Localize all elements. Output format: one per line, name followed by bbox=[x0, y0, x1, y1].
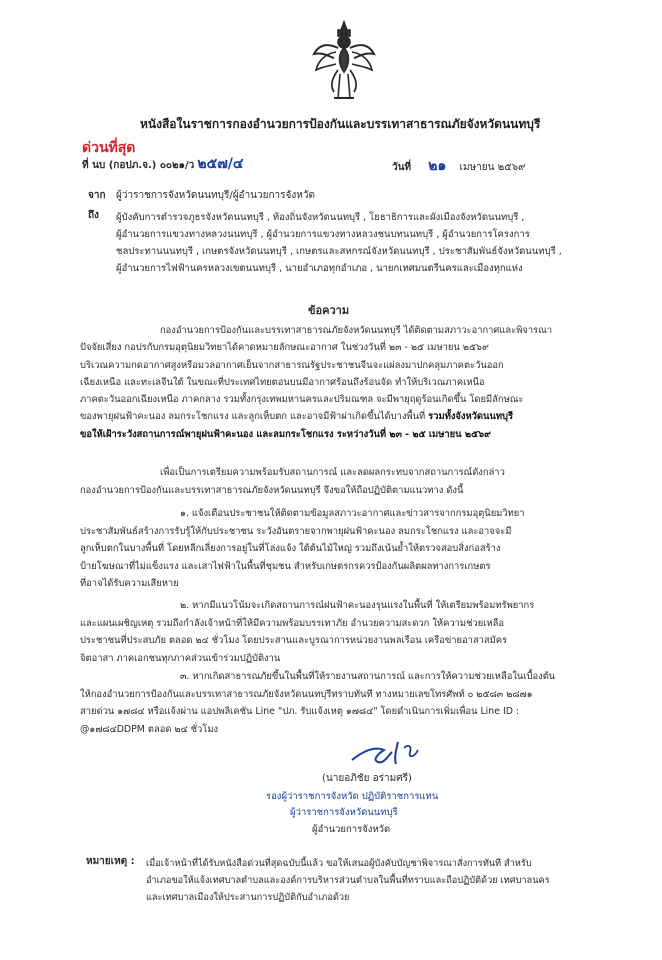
paragraph-line: ๒. หากมีแนวโน้มจะเกิดสถานการณ์ฝนฟ้าคะนองรุนแรงในพื้นที่ ให้เตรียมพร้อมทรัพยากร bbox=[180, 600, 535, 611]
to-line: ผู้อำนวยการไฟฟ้านครหลวงเขตนนทบุรี , นายอำเภอทุกอำเภอ , นายกเทศมนตรีนครและเมืองทุกแห่ง bbox=[116, 263, 523, 274]
date-month-year: เมษายน ๒๕๖๙ bbox=[459, 162, 526, 173]
guideline-item-2 bbox=[80, 597, 534, 667]
date-line bbox=[392, 160, 525, 174]
paragraph-line: กองอำนวยการป้องกันและบรรเทาสาธารณภัยจังหวัดนนทบุรี จึงขอให้ถือปฏิบัติตามแนวทาง ดังนี้ bbox=[80, 484, 464, 496]
from-text: ผู้ว่าราชการจังหวัดนนทบุรี/ผู้อำนวยการจังหวัด bbox=[116, 190, 315, 201]
note-label: หมายเหตุ : bbox=[86, 856, 135, 867]
paragraph-line: เฉียงเหนือ และทะเลจีนใต้ ในขณะที่ประเทศไทยตอนบนมีอากาศร้อนถึงร้อนจัด ทำให้บริเวณภาคเหนือ bbox=[80, 376, 485, 388]
garuda-emblem-icon bbox=[312, 18, 376, 104]
paragraph-line: ให้กองอำนวยการป้องกันและบรรเทาสาธารณภัยจังหวัดนนทบุรีทราบทันที ทางหมายเลขโทรศัพท์ ๐ ๒๕๘๓ ๒๘๗๑ bbox=[80, 688, 533, 700]
note-text bbox=[146, 855, 550, 906]
to-recipients bbox=[116, 209, 562, 277]
note-line: และเทศบาลเมืองให้ประสานการปฏิบัติกับอำเภอด้วย bbox=[146, 892, 350, 903]
paragraph-line: ประชาชนที่ประสบภัย ตลอด ๒๔ ชั่วโมง โดยประสานและบูรณาการหน่วยงานพลเรือน เครือข่ายอาสาสมัคร bbox=[80, 635, 508, 646]
signatory-position-1: รองผู้ว่าราชการจังหวัด ปฏิบัติราชการแทน bbox=[266, 791, 439, 802]
paragraph-situation bbox=[80, 322, 552, 443]
paragraph-line: ๑. แจ้งเตือนประชาชนให้ติดตามข้อมูลสภาวะอากาศและข่าวสารจากกรมอุตุนิยมวิทยา bbox=[180, 508, 525, 519]
document-title: หนังสือในราชการกองอำนวยการป้องกันและบรรเทาสาธารณภัยจังหวัดนนทบุรี bbox=[140, 117, 541, 131]
paragraph-line: ประชาสัมพันธ์สร้างการรับรู้ให้กับประชาชน ระวังอันตรายจากพายุฝนฟ้าคะนอง ลมกระโชกแรง และอาจจะมี bbox=[80, 525, 512, 537]
guideline-item-3 bbox=[80, 668, 555, 738]
date-day-handwritten: ๒๑ bbox=[428, 158, 447, 174]
to-line: ชลประทานนนทบุรี , เกษตรจังหวัดนนทบุรี , เกษตรและสหกรณ์จังหวัดนนทบุรี , ประชาสัมพันธ์จังหวัดนนทบุรี , bbox=[116, 246, 562, 257]
paragraph-line: เพื่อเป็นการเตรียมความพร้อมรับสถานการณ์ และลดผลกระทบจากสถานการณ์ดังกล่าว bbox=[160, 467, 505, 478]
paragraph-preparation bbox=[80, 464, 505, 499]
to-label: ถึง bbox=[88, 210, 99, 221]
paragraph-line: บริเวณความกดอากาศสูงหรือมวลอากาศเย็นจากสาธารณรัฐประชาชนจีนจะแผ่ลงมาปกคลุมภาคตะวันออก bbox=[80, 359, 504, 371]
bold-warning-line: ขอให้เฝ้าระวังสถานการณ์พายุฝนฟ้าคะนอง และลมกระโชกแรง ระหว่างวันที่ ๒๓ - ๒๕ เมษายน ๒๕๖๙ bbox=[80, 428, 491, 440]
urgency-label: ด่วนที่สุด bbox=[82, 140, 136, 156]
paragraph-line: กองอำนวยการป้องกันและบรรเทาสาธารณภัยจังหวัดนนทบุรี ได้ติดตามสภาวะอากาศและพิจารณา bbox=[160, 325, 553, 336]
paragraph-line: สายด่วน ๑๗๘๔ หรือแจ้งผ่าน แอปพลิเคชัน Line "ปภ. รับแจ้งเหตุ ๑๗๘๔" โดยดำเนินการเพิ่มเพื่อน Line ID : bbox=[80, 706, 520, 717]
guideline-item-1 bbox=[80, 505, 525, 593]
signatory-position-2: ผู้ว่าราชการจังหวัดนนทบุรี bbox=[290, 807, 398, 818]
paragraph-line: ภาคตะวันออกเฉียงเหนือ ภาคกลาง รวมทั้งกรุงเทพมหานครและปริมณฑล จะมีพายุฤดูร้อนเกิดขึ้น โดยมีลักษณะ bbox=[80, 394, 524, 406]
paragraph-line: @๑๗๘๔DDPM ตลอด ๒๔ ชั่วโมง bbox=[80, 723, 219, 735]
note-line: อำเภอขอให้แจ้งเทศบาลตำบลและองค์การบริหารส่วนตำบลในพื้นที่ทราบและถือปฏิบัติด้วย เทศบาลนคร bbox=[146, 875, 550, 886]
to-line: ผู้บังคับการตำรวจภูธรจังหวัดนนทบุรี , ท้องถิ่นจังหวัดนนทบุรี , โยธาธิการและผังเมืองจังหวัดนนทบุรี , bbox=[116, 212, 525, 223]
paragraph-line: ของพายุฝนฟ้าคะนอง ลมกระโชกแรง และลูกเห็บตก และอาจมีฟ้าผ่าเกิดขึ้นได้บางพื้นที่ bbox=[80, 411, 426, 423]
paragraph-line: และแผนเผชิญเหตุ รวมถึงกำลังเจ้าหน้าที่ให้มีความพร้อมบรรเทาภัย อำนวยความสะดวก ให้ความช่วยเหลือ bbox=[80, 617, 504, 629]
ref-number-handwritten: ๒๕๗/๔ bbox=[197, 156, 244, 172]
note-line: เมื่อเจ้าหน้าที่ได้รับหนังสือด่วนที่สุดฉบับนี้แล้ว ขอให้เสนอผู้บังคับบัญชาพิจารณาสั่งการทันที สำหรับ bbox=[146, 858, 532, 869]
ref-prefix: ที่ นบ (กอปภ.จ.) ๐๐๒๑/ว bbox=[82, 160, 195, 171]
paragraph-line: ๓. หากเกิดสาธารณภัยขึ้นในพื้นที่ให้รายงานสถานการณ์ และการให้ความช่วยเหลือในเบื้องต้น bbox=[180, 671, 556, 682]
paragraph-line: จิตอาสา ภาคเอกชนทุกภาคส่วนเข้าร่วมปฏิบัติงาน bbox=[80, 652, 281, 664]
signatory-name: (นายอภิชัย อร่ามศรี) bbox=[322, 773, 412, 784]
date-label: วันที่ bbox=[392, 162, 412, 173]
reference-number-label bbox=[82, 158, 243, 172]
paragraph-line: ที่อาจได้รับความเสียหาย bbox=[80, 578, 179, 589]
from-label: จาก bbox=[88, 190, 106, 201]
bold-province-text: รวมทั้งจังหวัดนนทบุรี bbox=[428, 411, 513, 423]
paragraph-line: ป้ายโฆษณาที่ไม่แข็งแรง และเสาไฟฟ้าในพื้นที่ชุมชน สำหรับเกษตรกรควรป้องกันผลิตผลทางการเกษตร bbox=[80, 560, 491, 572]
to-line: ผู้อำนวยการแขวงทางหลวงนนทบุรี , ผู้อำนวยการแขวงทางหลวงชนบทนนทบุรี , ผู้อำนวยการโครงการ bbox=[116, 229, 530, 240]
signature-scribble bbox=[348, 734, 428, 768]
signatory-position-3: ผู้อำนวยการจังหวัด bbox=[312, 824, 391, 835]
body-heading: ข้อความ bbox=[308, 304, 350, 317]
paragraph-line: ลูกเห็บตกในบางพื้นที่ โดยหลีกเลี่ยงการอยู่ในที่โล่งแจ้ง ใต้ต้นไม้ใหญ่ รวมถึงเน้นย้ำให้ตรวจสอบสิ่งก่อสร้าง bbox=[80, 543, 501, 554]
paragraph-line: ปัจจัยเสี่ยง กอปรกับกรมอุตุนิยมวิทยาได้คาดหมายลักษณะอากาศ ในช่วงวันที่ ๒๓ - ๒๕ เมษายน ๒๕๖๙ bbox=[80, 342, 489, 354]
